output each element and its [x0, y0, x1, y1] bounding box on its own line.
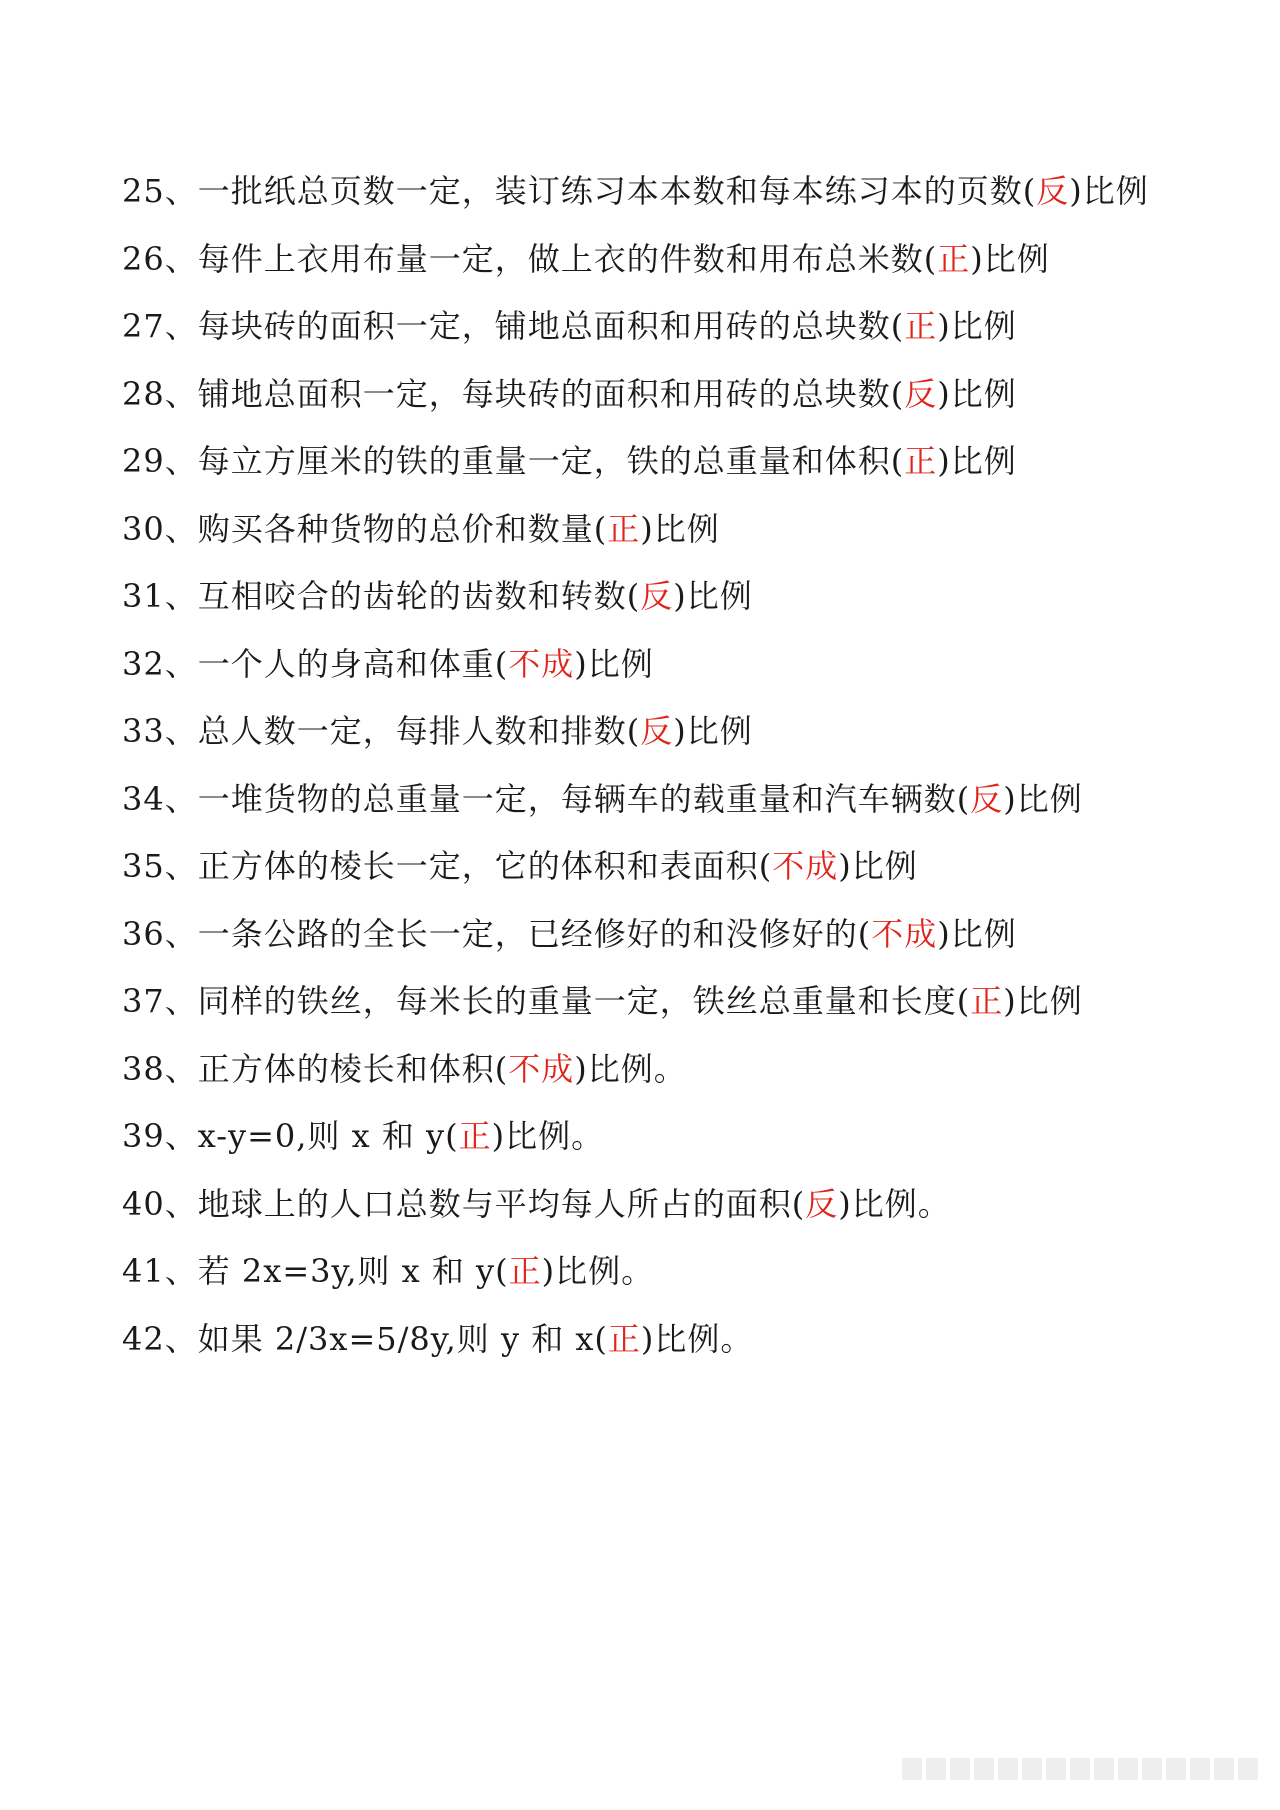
answer-text: 正 [508, 1252, 542, 1290]
watermark-mark [974, 1758, 994, 1780]
question-number: 29、 [122, 442, 198, 480]
question-number: 27、 [122, 307, 198, 345]
question-suffix: )比例 [937, 374, 1017, 413]
question-number: 35、 [122, 847, 198, 885]
question-suffix: )比例 [838, 847, 918, 885]
answer-text: 反 [970, 779, 1004, 818]
question-item-28 [122, 361, 1182, 429]
answer-text: 不成 [508, 1049, 575, 1088]
question-suffix: )比例 [937, 307, 1017, 345]
question-text: 每块砖的面积一定，铺地总面积和用砖的总块数( [197, 307, 905, 345]
question-text: 地球上的人口总数与平均每人所占的面积( [197, 1184, 806, 1223]
answer-text: 正 [904, 307, 938, 345]
question-number: 33、 [122, 712, 198, 750]
question-text: 一个人的身高和体重( [197, 644, 509, 683]
question-suffix: )比例 [673, 577, 753, 615]
question-suffix: )比例 [970, 239, 1050, 278]
watermark-mark [998, 1758, 1018, 1780]
answer-text: 不成 [508, 644, 575, 683]
question-text: 如果 2/3x=5/8y,则 y 和 x( [197, 1319, 608, 1358]
question-number: 26、 [122, 239, 198, 278]
question-item-39 [122, 1103, 1182, 1171]
question-number: 30、 [122, 509, 198, 548]
answer-text: 反 [805, 1184, 839, 1223]
question-number: 31、 [122, 577, 198, 615]
question-text: 互相咬合的齿轮的齿数和转数( [197, 577, 641, 615]
watermark-mark [1094, 1758, 1114, 1780]
question-item-27 [122, 293, 1182, 361]
question-item-36 [122, 901, 1182, 969]
watermark-mark [1214, 1758, 1234, 1780]
question-suffix: )比例。 [491, 1117, 605, 1155]
question-text: 一条公路的全长一定，已经修好的和没修好的( [197, 914, 872, 953]
watermark-mark [926, 1758, 946, 1780]
question-item-40 [122, 1171, 1182, 1239]
watermark-mark [1022, 1758, 1042, 1780]
answer-text: 反 [640, 712, 674, 750]
watermark-mark [1166, 1758, 1186, 1780]
question-number: 25、 [122, 172, 198, 210]
question-number: 41、 [122, 1252, 198, 1290]
question-suffix: )比例 [937, 914, 1017, 953]
question-suffix: )比例。 [640, 1319, 754, 1358]
question-number: 38、 [122, 1049, 198, 1088]
answer-text: 反 [640, 577, 674, 615]
question-number: 40、 [122, 1184, 198, 1223]
question-item-31 [122, 563, 1182, 631]
question-item-42 [122, 1306, 1182, 1374]
question-item-34 [122, 766, 1182, 834]
question-item-37 [122, 968, 1182, 1036]
question-text: 若 2x=3y,则 x 和 y( [197, 1252, 509, 1290]
question-text: x-y=0,则 x 和 y( [197, 1117, 459, 1155]
question-text: 每件上衣用布量一定，做上衣的件数和用布总米数( [197, 239, 938, 278]
question-text: 铺地总面积一定，每块砖的面积和用砖的总块数( [197, 374, 905, 413]
question-text: 正方体的棱长和体积( [197, 1049, 509, 1088]
question-text: 一堆货物的总重量一定，每辆车的载重量和汽车辆数( [197, 779, 971, 818]
watermark-mark [1190, 1758, 1210, 1780]
question-item-26 [122, 226, 1182, 294]
question-number: 42、 [122, 1319, 198, 1358]
question-suffix: )比例 [1003, 982, 1083, 1020]
watermark-mark [1070, 1758, 1090, 1780]
answer-text: 正 [970, 982, 1004, 1020]
question-text: 同样的铁丝，每米长的重量一定，铁丝总重量和长度( [197, 982, 971, 1020]
question-text: 正方体的棱长一定，它的体积和表面积( [197, 847, 773, 885]
question-suffix: )比例 [1069, 172, 1149, 210]
watermark-mark [1238, 1758, 1258, 1780]
question-suffix: )比例。 [838, 1184, 951, 1223]
question-number: 39、 [122, 1117, 198, 1155]
answer-text: 正 [904, 442, 938, 480]
question-item-41 [122, 1238, 1182, 1306]
answer-text: 正 [607, 1319, 641, 1358]
question-suffix: )比例 [937, 442, 1017, 480]
answer-text: 不成 [772, 847, 839, 885]
question-text: 购买各种货物的总价和数量( [197, 509, 608, 548]
question-item-32 [122, 631, 1182, 699]
question-suffix: )比例 [640, 509, 720, 548]
question-number: 28、 [122, 374, 198, 413]
question-text: 一批纸总页数一定，装订练习本本数和每本练习本的页数( [197, 172, 1037, 210]
watermark-mark [1142, 1758, 1162, 1780]
answer-text: 正 [607, 509, 641, 548]
question-suffix: )比例。 [541, 1252, 655, 1290]
question-list [122, 158, 1182, 1373]
question-suffix: )比例 [574, 644, 654, 683]
watermark-mark [1046, 1758, 1066, 1780]
question-text: 每立方厘米的铁的重量一定，铁的总重量和体积( [197, 442, 905, 480]
question-suffix: )比例。 [574, 1049, 687, 1088]
answer-text: 反 [1036, 172, 1070, 210]
question-number: 32、 [122, 644, 198, 683]
question-number: 34、 [122, 779, 198, 818]
watermark-mark [950, 1758, 970, 1780]
question-suffix: )比例 [673, 712, 753, 750]
question-item-30 [122, 496, 1182, 564]
question-item-38 [122, 1036, 1182, 1104]
question-suffix: )比例 [1003, 779, 1083, 818]
question-item-29 [122, 428, 1182, 496]
question-text: 总人数一定，每排人数和排数( [197, 712, 641, 750]
watermark-mark [902, 1758, 922, 1780]
question-number: 37、 [122, 982, 198, 1020]
watermark-mark [1118, 1758, 1138, 1780]
answer-text: 正 [937, 239, 971, 278]
question-item-35 [122, 833, 1182, 901]
answer-text: 正 [458, 1117, 492, 1155]
watermark [902, 1758, 1258, 1780]
answer-text: 反 [904, 374, 938, 413]
question-number: 36、 [122, 914, 198, 953]
question-item-25 [122, 158, 1182, 226]
question-item-33 [122, 698, 1182, 766]
answer-text: 不成 [871, 914, 938, 953]
